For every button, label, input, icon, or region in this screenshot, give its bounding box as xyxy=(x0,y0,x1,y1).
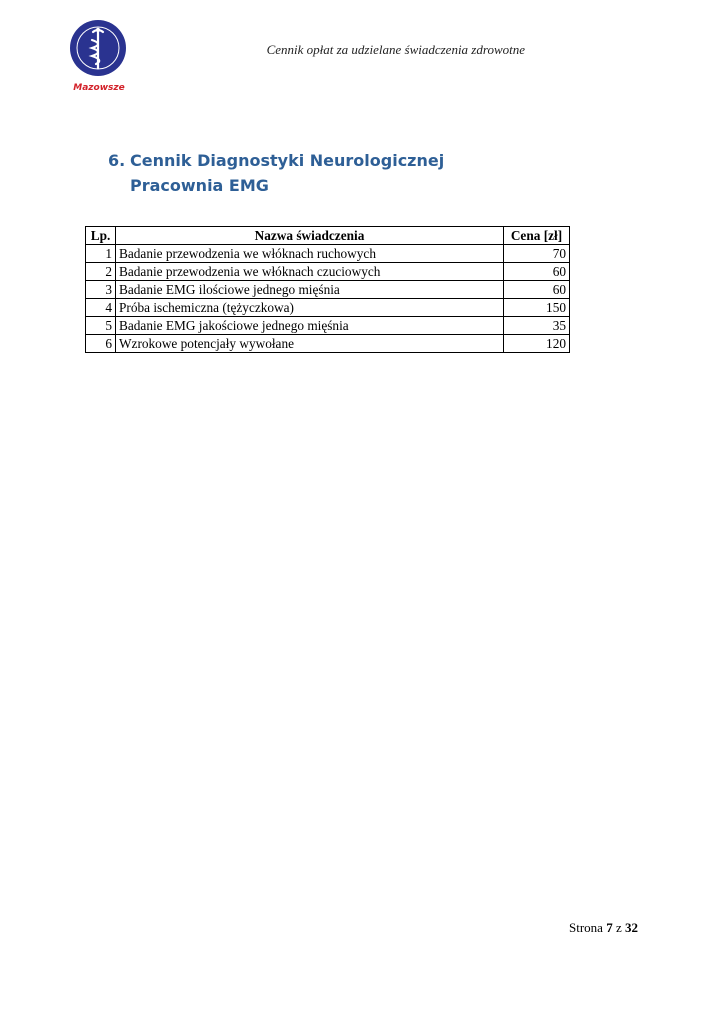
table-row xyxy=(86,317,570,335)
cell-lp: 4 xyxy=(86,299,116,317)
cell-lp: 3 xyxy=(86,281,116,299)
cell-nazwa: Badanie EMG ilościowe jednego mięśnia xyxy=(116,281,504,299)
page-header-title: Cennik opłat za udzielane świadczenia zdrowotne xyxy=(266,42,525,57)
section-title-line2: Pracownia EMG xyxy=(130,176,269,195)
table-header-row xyxy=(86,227,570,245)
cell-lp: 1 xyxy=(86,245,116,263)
cell-lp: 6 xyxy=(86,335,116,353)
price-table xyxy=(85,226,570,353)
cell-cena: 70 xyxy=(504,245,570,263)
section-heading xyxy=(108,148,444,198)
page-footer xyxy=(0,920,638,936)
cell-nazwa: Wzrokowe potencjały wywołane xyxy=(116,335,504,353)
table-row xyxy=(86,263,570,281)
cell-cena: 60 xyxy=(504,263,570,281)
logo-text: Mazowsze xyxy=(73,83,125,93)
cell-nazwa: Badanie przewodzenia we włóknach ruchowych xyxy=(116,245,504,263)
cell-cena: 35 xyxy=(504,317,570,335)
column-header-lp: Lp. xyxy=(86,227,116,245)
footer-total-pages: 32 xyxy=(625,920,638,935)
cell-nazwa: Badanie przewodzenia we włóknach czuciowych xyxy=(116,263,504,281)
table-row xyxy=(86,335,570,353)
cell-nazwa: Próba ischemiczna (tężyczkowa) xyxy=(116,299,504,317)
footer-separator: z xyxy=(615,920,622,935)
table-row xyxy=(86,299,570,317)
section-number: 6. xyxy=(108,151,126,170)
cell-cena: 150 xyxy=(504,299,570,317)
column-header-nazwa: Nazwa świadczenia xyxy=(116,227,504,245)
cell-lp: 2 xyxy=(86,263,116,281)
cell-cena: 120 xyxy=(504,335,570,353)
table-row xyxy=(86,245,570,263)
section-title-line1: Cennik Diagnostyki Neurologicznej xyxy=(130,151,445,170)
cell-cena: 60 xyxy=(504,281,570,299)
table-row xyxy=(86,281,570,299)
cell-lp: 5 xyxy=(86,317,116,335)
footer-prefix: Strona xyxy=(569,920,603,935)
column-header-cena: Cena [zł] xyxy=(504,227,570,245)
footer-page-number: 7 xyxy=(606,920,613,935)
cell-nazwa: Badanie EMG jakościowe jednego mięśnia xyxy=(116,317,504,335)
